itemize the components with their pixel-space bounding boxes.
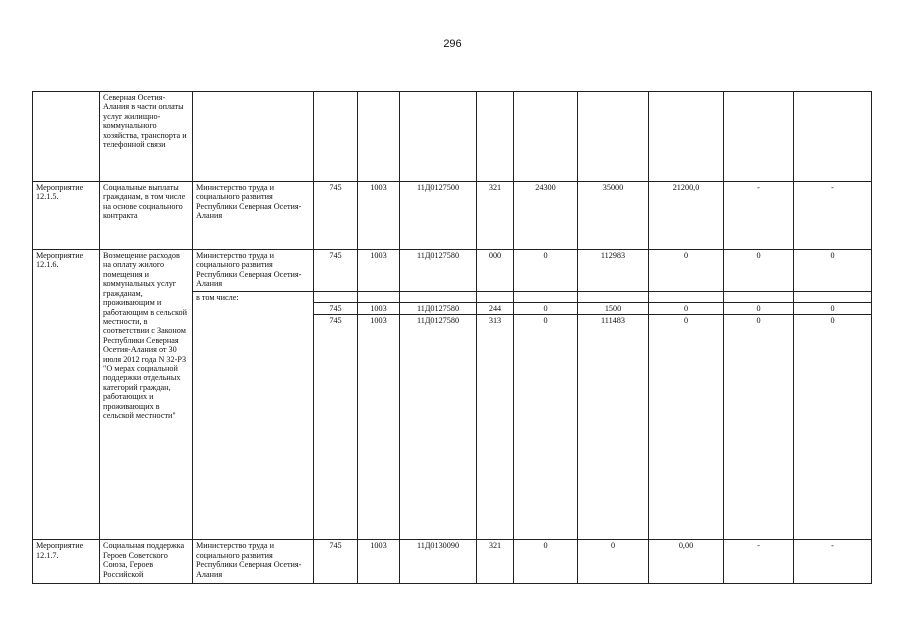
- vr-cell: [477, 92, 514, 182]
- amount-cell: 35000: [578, 182, 649, 250]
- amount-cell: 111483: [578, 315, 649, 540]
- amount-cell: 0,00: [649, 540, 724, 584]
- amount-cell: [794, 92, 872, 182]
- amount-cell: 0: [724, 303, 794, 315]
- csr-cell: 11Д0127580: [400, 315, 477, 540]
- rzpr-cell: 1003: [358, 303, 400, 315]
- amount-cell: -: [724, 540, 794, 584]
- rzpr-cell: 1003: [358, 182, 400, 250]
- amount-cell: -: [794, 182, 872, 250]
- csr-cell: 11Д0127500: [400, 182, 477, 250]
- grbs-cell: 745: [314, 303, 358, 315]
- rzpr-cell: [358, 92, 400, 182]
- amount-cell: 0: [514, 250, 578, 292]
- amount-cell: [724, 92, 794, 182]
- amount-cell: 0: [724, 315, 794, 540]
- page-number: 296: [443, 38, 462, 50]
- measure-cell: Мероприятие 12.1.5.: [33, 182, 100, 250]
- program-table: [32, 91, 872, 584]
- executor-cell: Министерство труда и социального развития Республики Северная Осетия-Алания: [193, 250, 314, 292]
- amount-cell: 0: [794, 315, 872, 540]
- amount-cell: 0: [514, 315, 578, 540]
- measure-name-cell: Социальные выплаты гражданам, в том числе на основе социального контракта: [100, 182, 193, 250]
- measure-cell: Мероприятие 12.1.7.: [33, 540, 100, 584]
- measure-cell: Мероприятие 12.1.6.: [33, 250, 100, 540]
- rzpr-cell: 1003: [358, 250, 400, 292]
- amount-cell: 0: [649, 315, 724, 540]
- csr-cell: 11Д0127580: [400, 250, 477, 292]
- amount-cell: 0: [794, 250, 872, 292]
- csr-cell: 11Д0127580: [400, 303, 477, 315]
- vr-cell: 313: [477, 315, 514, 540]
- measure-name-cell: Возмещение расходов на оплату жилого помещения и коммунальных услуг гражданам, проживающим и работающим в сельской местности, в соответствии с Законом Республики Северная Осетия-Алания от 30 июля 2012 года N 32-РЗ "О мерах социальной поддержки отдельных категорий граждан, работающих и проживающих в сельской местности": [100, 250, 193, 540]
- grbs-cell: 745: [314, 182, 358, 250]
- amount-cell: 0: [794, 303, 872, 315]
- vr-cell: 321: [477, 540, 514, 584]
- including-label: в том числе:: [193, 292, 314, 540]
- table-row: [33, 92, 872, 182]
- vr-cell: 321: [477, 182, 514, 250]
- amount-cell: 24300: [514, 182, 578, 250]
- amount-cell: 112983: [578, 250, 649, 292]
- amount-cell: 0: [649, 303, 724, 315]
- amount-cell: 1500: [578, 303, 649, 315]
- rzpr-cell: 1003: [358, 540, 400, 584]
- table-row: [33, 250, 872, 292]
- amount-cell: [649, 92, 724, 182]
- table-row: [33, 182, 872, 250]
- grbs-cell: 745: [314, 540, 358, 584]
- measure-cell: [33, 92, 100, 182]
- executor-cell: Министерство труда и социального развития Республики Северная Осетия-Алания: [193, 182, 314, 250]
- vr-cell: 244: [477, 303, 514, 315]
- executor-cell: Министерство труда и социального развития Республики Северная Осетия-Алания: [193, 540, 314, 584]
- measure-name-cell: Социальная поддержка Героев Советского Союза, Героев Российской: [100, 540, 193, 584]
- amount-cell: 21200,0: [649, 182, 724, 250]
- amount-cell: -: [794, 540, 872, 584]
- vr-cell: 000: [477, 250, 514, 292]
- amount-cell: 0: [514, 540, 578, 584]
- amount-cell: 0: [578, 540, 649, 584]
- grbs-cell: 745: [314, 315, 358, 540]
- amount-cell: 0: [514, 303, 578, 315]
- amount-cell: 0: [724, 250, 794, 292]
- amount-cell: [514, 92, 578, 182]
- executor-cell: [193, 92, 314, 182]
- grbs-cell: [314, 92, 358, 182]
- amount-cell: -: [724, 182, 794, 250]
- rzpr-cell: 1003: [358, 315, 400, 540]
- measure-name-cell: Северная Осетия-Алания в части оплаты услуг жилищно-коммунального хозяйства, транспорта и телефонной связи: [100, 92, 193, 182]
- csr-cell: [400, 92, 477, 182]
- csr-cell: 11Д0130090: [400, 540, 477, 584]
- grbs-cell: 745: [314, 250, 358, 292]
- amount-cell: [578, 92, 649, 182]
- amount-cell: 0: [649, 250, 724, 292]
- table-row: [33, 540, 872, 584]
